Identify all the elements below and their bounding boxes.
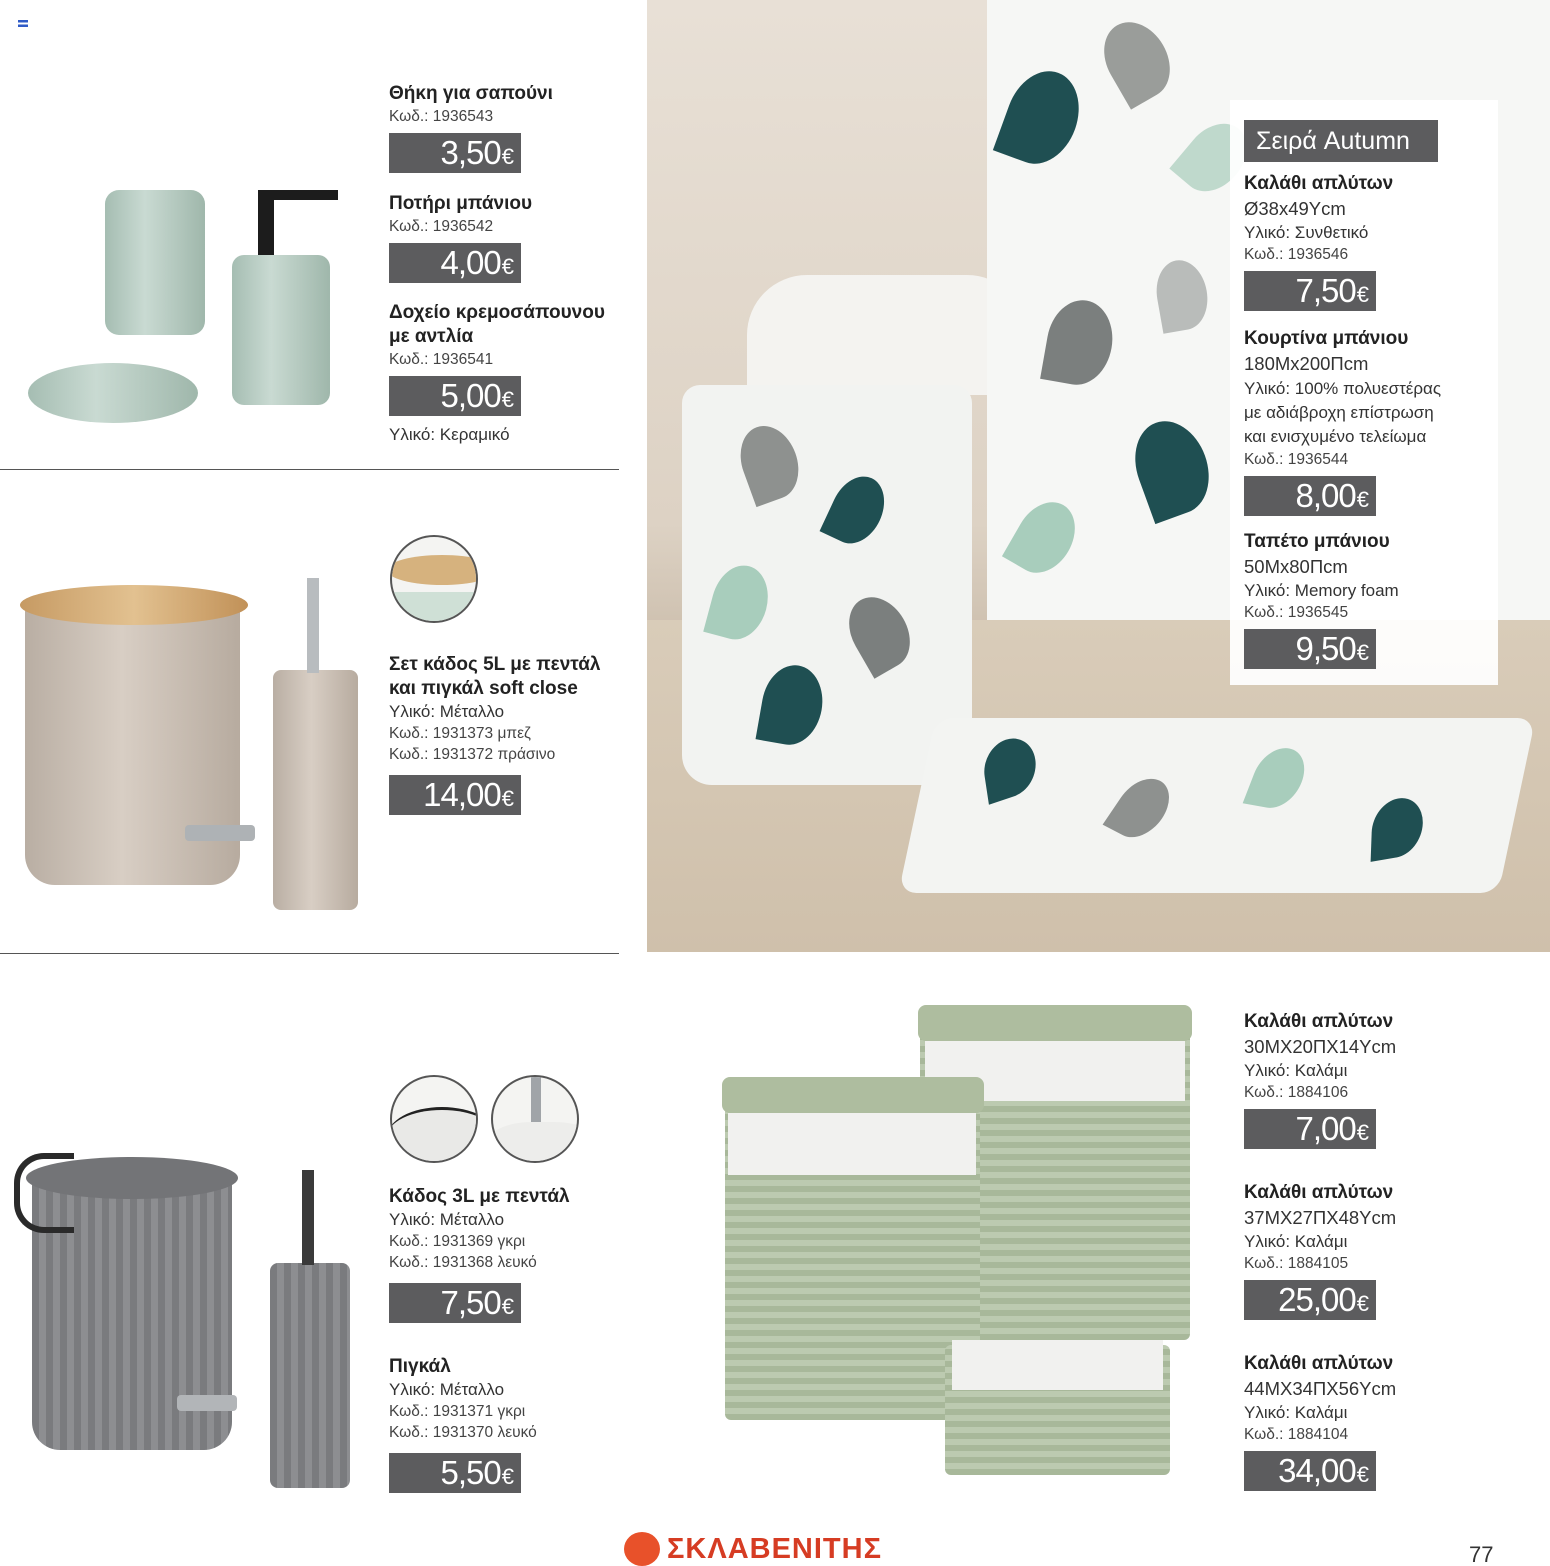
basket-medium-lid-illustration [722,1077,984,1113]
product-title: Καλάθι απλύτων [1244,173,1394,194]
product-code: Κωδ.: 1884105 [1244,1255,1349,1272]
price-tag: 14,00€ [389,775,521,815]
toilet-brush-illustration [273,670,358,910]
white-brush-detail-circle [491,1075,579,1163]
bath-mat-illustration [898,718,1535,893]
product-title: Θήκη για σαπούνι [389,83,553,104]
product-title: Καλάθι απλύτων [1244,1182,1394,1203]
brand-name: ΣΚΛΑΒΕΝΙΤΗΣ [667,1533,882,1565]
basket-large-lid-illustration [918,1005,1192,1041]
product-title: Καλάθι απλύτων [1244,1353,1394,1374]
price-tag: 4,00€ [389,243,521,283]
product-code: Κωδ.: 1936545 [1244,604,1349,621]
product-toilet-brush [389,1355,537,1497]
product-dimensions: Ø38x49Ycm [1244,198,1346,219]
price-tag: 7,50€ [389,1283,521,1323]
product-material: Υλικό: Καλάμι [1244,1403,1348,1422]
product-title-line2: και πιγκάλ soft close [389,678,578,699]
price-tag: 5,50€ [389,1453,521,1493]
product-title: Κάδος 3L με πεντάλ [389,1186,570,1207]
product-wicker-basket-medium [1244,1181,1396,1324]
product-material: Υλικό: Μέταλλο [389,702,505,721]
basket-medium-liner-illustration [728,1113,976,1175]
page-number: 77 [1469,1542,1494,1566]
product-material: Υλικό: Μέταλλο [389,1210,505,1229]
grey-bin-set-image [12,1145,362,1490]
product-material: Υλικό: Μέταλλο [389,1380,505,1399]
pedal-illustration [177,1395,237,1411]
product-dimensions: 37MX27ΠX48Ycm [1244,1207,1397,1228]
product-code: Κωδ.: 1936543 [389,108,494,125]
price-tag: 7,50€ [1244,271,1376,311]
section-divider [0,469,619,470]
product-title-line1: Δοχείο κρεμοσάπουνου [389,302,605,323]
price-tag: 5,00€ [389,376,521,416]
soap-dish-illustration [28,363,198,423]
lid-handle-illustration [14,1153,74,1233]
pedal-illustration [185,825,255,841]
toilet-brush-illustration [270,1263,350,1488]
brush-handle-illustration [302,1170,314,1265]
section-divider [0,953,619,954]
product-code: Κωδ.: 1931369 γκρι [389,1233,526,1250]
product-bin-set-5l [389,653,600,819]
product-code: Κωδ.: 1931370 λευκό [389,1424,537,1441]
product-material-line1: Υλικό: 100% πολυεστέρας [1244,379,1442,398]
product-title-line2: με αντλία [389,326,474,347]
product-title: Πιγκάλ [389,1356,451,1377]
product-title: Ποτήρι μπάνιου [389,193,533,214]
product-code: Κωδ.: 1936546 [1244,246,1349,263]
product-wicker-basket-large [1244,1352,1396,1495]
pump-nozzle-illustration [258,190,338,200]
basket-small-liner-illustration [952,1340,1163,1390]
product-title-line1: Σετ κάδος 5L με πεντάλ [389,654,601,675]
bin-illustration [25,605,240,885]
laundry-basket-illustration [682,385,972,785]
product-code: Κωδ.: 1936544 [1244,451,1349,468]
ceramic-set-image [25,185,345,435]
cup-illustration [105,190,205,335]
white-bin-detail-circle [390,1075,478,1163]
dispenser-illustration [232,255,330,405]
product-bath-cup [389,192,532,287]
product-soap-dispenser [389,301,605,446]
product-dimensions: 44MX34ΠX56Ycm [1244,1378,1397,1399]
product-bath-mat [1244,530,1399,673]
product-code: Κωδ.: 1884106 [1244,1084,1349,1101]
price-tag: 8,00€ [1244,476,1376,516]
product-code: Κωδ.: 1931371 γκρι [389,1403,526,1420]
flag-icon [18,20,28,27]
bathtub-illustration [747,275,1027,395]
product-dimensions: 30MX20ΠX14Ycm [1244,1036,1397,1057]
brush-handle-illustration [307,578,319,673]
wicker-baskets-image [720,1005,1195,1480]
lid-detail-circle [390,535,478,623]
product-bin-3l [389,1185,570,1327]
price-tag: 3,50€ [389,133,521,173]
pump-illustration [258,190,274,260]
product-dimensions: 180Mx200Πcm [1244,353,1369,374]
price-tag: 7,00€ [1244,1109,1376,1149]
beige-bin-set-image [10,570,360,915]
product-material: Υλικό: Καλάμι [1244,1232,1348,1251]
product-wicker-basket-small [1244,1010,1396,1153]
product-code: Κωδ.: 1931373 μπεζ [389,725,531,742]
product-material-line2: με αδιάβροχη επίστρωση [1244,403,1434,422]
product-code: Κωδ.: 1931372 πράσινο [389,746,556,763]
product-title: Κουρτίνα μπάνιου [1244,328,1409,349]
product-material: Υλικό: Συνθετικό [1244,223,1369,242]
product-title: Καλάθι απλύτων [1244,1011,1394,1032]
product-material: Υλικό: Καλάμι [1244,1061,1348,1080]
product-material: Υλικό: Memory foam [1244,581,1399,600]
bin-lid-illustration [20,585,248,625]
product-material-line3: και ενισχυμένο τελείωμα [1244,427,1427,446]
brand-logo-icon [624,1532,660,1566]
price-tag: 34,00€ [1244,1451,1376,1491]
product-dimensions: 50Mx80Πcm [1244,556,1348,577]
product-soap-dish [389,82,553,177]
product-code: Κωδ.: 1936542 [389,218,494,235]
series-label: Σειρά Autumn [1244,120,1438,162]
product-autumn-basket [1244,172,1393,315]
product-code: Κωδ.: 1884104 [1244,1426,1349,1443]
product-code: Κωδ.: 1936541 [389,351,494,368]
product-code: Κωδ.: 1931368 λευκό [389,1254,537,1271]
product-title: Ταπέτο μπάνιου [1244,531,1390,552]
price-tag: 9,50€ [1244,629,1376,669]
product-shower-curtain [1244,327,1441,520]
product-material: Υλικό: Κεραμικό [389,425,510,444]
price-tag: 25,00€ [1244,1280,1376,1320]
